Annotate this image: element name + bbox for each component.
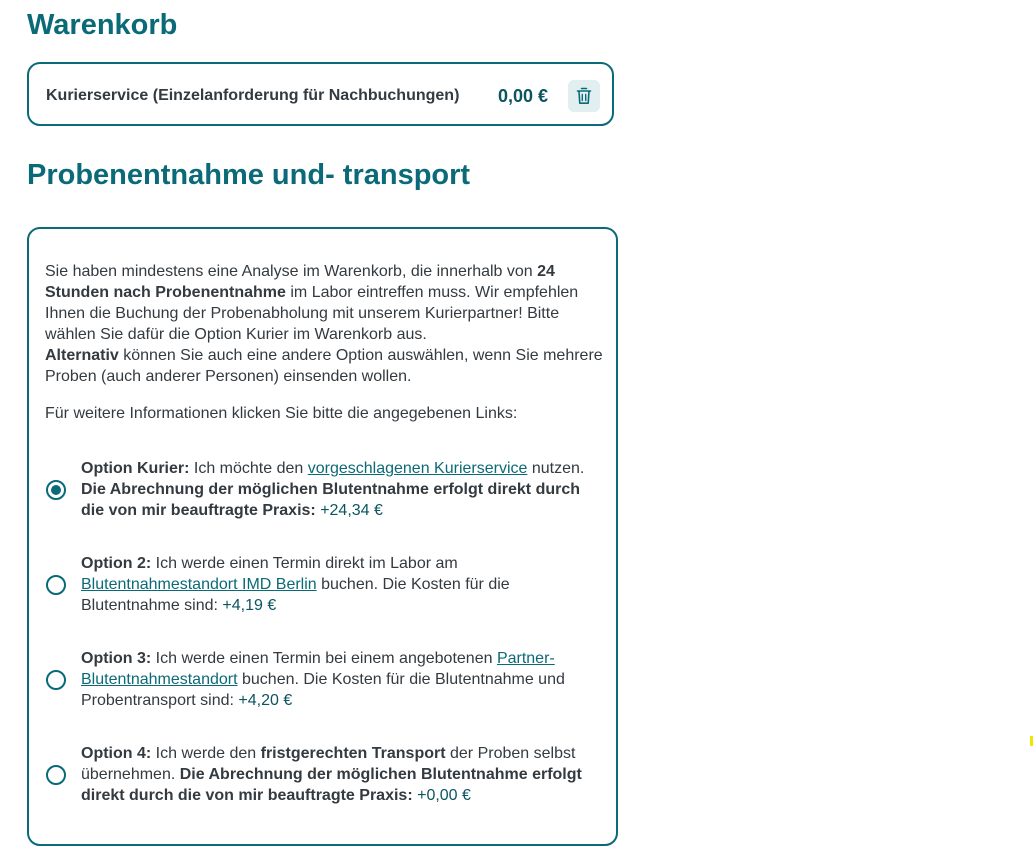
option-text-bold: Option 4: — [81, 745, 152, 762]
option-info-link[interactable]: Blutentnahmestandort IMD Berlin — [81, 576, 317, 593]
cart-item-price: 0,00 € — [497, 86, 548, 106]
option-self-transport-text — [81, 743, 606, 806]
option-lab-berlin-text — [81, 553, 606, 616]
option-lab-berlin-radio[interactable] — [46, 575, 66, 595]
option-text: Ich werde einen Termin bei einem angebotenen — [151, 650, 497, 667]
option-text: nutzen. — [527, 460, 585, 477]
option-price: +4,19 € — [222, 597, 277, 614]
cart-item-label: Kurierservice (Einzelanforderung für Nachbuchungen) — [46, 87, 460, 104]
option-courier[interactable] — [29, 458, 616, 521]
option-text: Ich werde den — [151, 745, 261, 762]
option-info-link[interactable]: vorgeschlagenen Kurierservice — [307, 460, 528, 477]
intro-emphasis: 24 Stunden nach Probenentnahme — [45, 263, 555, 301]
option-text: Ich werde einen Termin direkt im Labor am — [151, 555, 458, 572]
cart-title: Warenkorb — [27, 9, 178, 41]
option-self-transport-radio[interactable] — [46, 765, 66, 785]
option-text: Ich möchte den — [189, 460, 308, 477]
option-courier-radio[interactable] — [46, 480, 66, 500]
option-text-bold: Option 2: — [81, 555, 152, 572]
option-partner-site-radio[interactable] — [46, 670, 66, 690]
option-text: der Proben selbst übernehmen. — [81, 745, 576, 783]
sampling-options-card — [27, 227, 618, 846]
option-text-bold: Option 3: — [81, 650, 152, 667]
option-price: +24,34 € — [320, 502, 383, 519]
option-text-bold: Die Abrechnung der möglichen Blutentnahme erfolgt direkt durch die von mir beauftragte Praxis: — [81, 481, 581, 519]
option-text: buchen. Die Kosten für die Blutentnahme und Probentransport sind: — [81, 671, 565, 709]
remove-item-button[interactable] — [568, 80, 600, 112]
option-lab-berlin[interactable] — [29, 553, 616, 616]
alternative-text: können Sie auch eine andere Option auswählen, wenn Sie mehrere Proben (auch anderer Personen) einsenden wollen. — [45, 347, 603, 385]
more-info-text: Für weitere Informationen klicken Sie bitte die angegebenen Links: — [45, 405, 518, 422]
alternative-label: Alternativ — [45, 347, 119, 364]
option-partner-site[interactable] — [29, 648, 616, 711]
option-text: buchen. Die Kosten für die Blutentnahme sind: — [81, 576, 510, 614]
option-text-bold: fristgerechten Transport — [260, 745, 446, 762]
option-info-link[interactable]: Partner-Blutentnahmestandort — [81, 650, 555, 688]
intro-text-1: Sie haben mindestens eine Analyse im Warenkorb, die innerhalb von — [45, 263, 538, 280]
option-courier-text — [81, 458, 606, 521]
option-text-bold: Die Abrechnung der möglichen Blutentnahme erfolgt direkt durch die von mir beauftragte Praxis: — [81, 766, 582, 804]
cart-item-card — [27, 62, 614, 126]
option-text-bold: Option Kurier: — [81, 460, 190, 477]
intro-text — [45, 261, 603, 387]
trash-icon — [576, 87, 592, 105]
option-self-transport[interactable] — [29, 743, 616, 806]
option-price: +0,00 € — [417, 787, 471, 804]
edge-marker — [1030, 736, 1033, 746]
option-price: +4,20 € — [238, 692, 293, 709]
sampling-title: Probenentnahme und- transport — [27, 159, 471, 191]
intro-text-2: im Labor eintreffen muss. Wir empfehlen Ihnen die Buchung der Probenabholung mit unserem Kurierpartner! Bitte wählen Sie dafür die Option Kurier im Warenkorb aus. — [45, 284, 579, 343]
option-partner-site-text — [81, 648, 606, 711]
